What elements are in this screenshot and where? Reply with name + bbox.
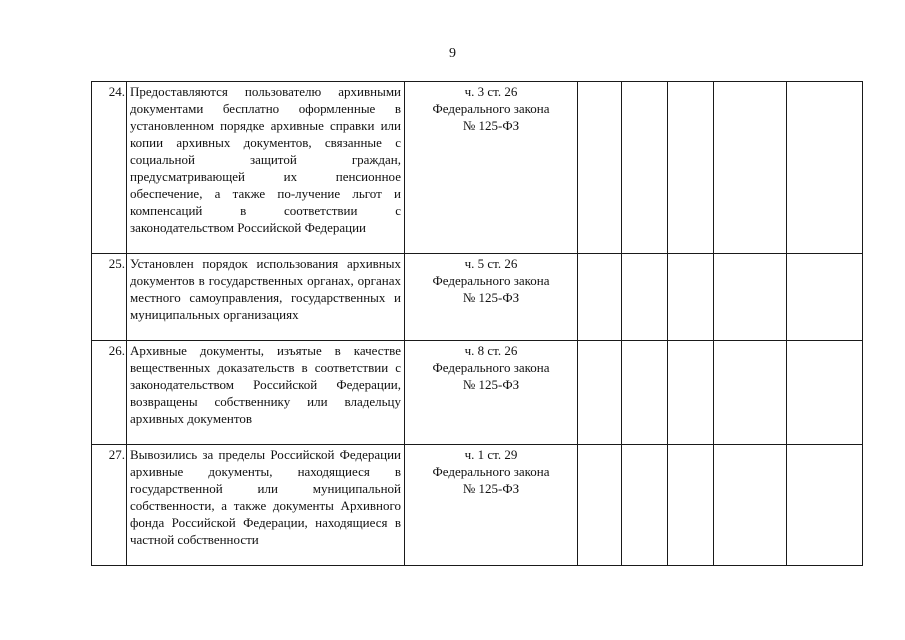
row-number: 26. — [92, 341, 127, 445]
table-row — [92, 445, 863, 566]
reference-article: ч. 3 ст. 26 — [464, 84, 518, 99]
table-row — [92, 82, 863, 254]
row-number: 25. — [92, 254, 127, 341]
row-number: 27. — [92, 445, 127, 566]
reference-law-number: № 125-ФЗ — [462, 377, 520, 392]
reference-article: ч. 1 ст. 29 — [464, 447, 518, 462]
empty-cell — [578, 82, 622, 254]
legal-reference — [405, 341, 578, 445]
requirement-text: Архивные документы, изъятые в качестве вещественных доказательств в соответствии с законодательством Российской Федерации, возвращены собственнику или владельцу архивных документов — [127, 341, 405, 445]
requirement-text: Установлен порядок использования архивных документов в государственных органах, органах местного самоуправления, государственных и муниципальных организациях — [127, 254, 405, 341]
legal-reference — [405, 254, 578, 341]
legal-reference — [405, 445, 578, 566]
empty-cell — [714, 445, 787, 566]
reference-law: Федерального закона — [432, 101, 550, 116]
table-row — [92, 254, 863, 341]
empty-cell — [787, 341, 863, 445]
empty-cell — [622, 445, 668, 566]
empty-cell — [622, 341, 668, 445]
reference-article: ч. 8 ст. 26 — [464, 343, 518, 358]
reference-law-number: № 125-ФЗ — [462, 290, 520, 305]
empty-cell — [622, 254, 668, 341]
requirement-text: Предоставляются пользователю архивными документами бесплатно оформленные в установленном порядке архивные справки или копии архивных документов, связанные с социальной защитой граждан, предусматривающей их пенсионное обеспечение, а также по-лучение льгот и компенсаций в соответствии с законодательством Российской Федерации — [127, 82, 405, 254]
empty-cell — [668, 445, 714, 566]
requirement-text: Вывозились за пределы Российской Федерации архивные документы, находящиеся в государственной или муниципальной собственности, а также документы Архивного фонда Российской Федерации, находящиеся в частной собственности — [127, 445, 405, 566]
empty-cell — [714, 254, 787, 341]
empty-cell — [787, 445, 863, 566]
empty-cell — [668, 341, 714, 445]
table-row — [92, 341, 863, 445]
empty-cell — [578, 341, 622, 445]
checklist-table — [91, 81, 863, 566]
empty-cell — [668, 82, 714, 254]
empty-cell — [578, 254, 622, 341]
empty-cell — [578, 445, 622, 566]
empty-cell — [622, 82, 668, 254]
reference-law-number: № 125-ФЗ — [462, 481, 520, 496]
row-number: 24. — [92, 82, 127, 254]
empty-cell — [714, 82, 787, 254]
empty-cell — [787, 254, 863, 341]
reference-article: ч. 5 ст. 26 — [464, 256, 518, 271]
legal-reference — [405, 82, 578, 254]
empty-cell — [668, 254, 714, 341]
empty-cell — [714, 341, 787, 445]
page-number: 9 — [449, 46, 456, 61]
reference-law: Федерального закона — [432, 360, 550, 375]
reference-law-number: № 125-ФЗ — [462, 118, 520, 133]
reference-law: Федерального закона — [432, 464, 550, 479]
empty-cell — [787, 82, 863, 254]
reference-law: Федерального закона — [432, 273, 550, 288]
